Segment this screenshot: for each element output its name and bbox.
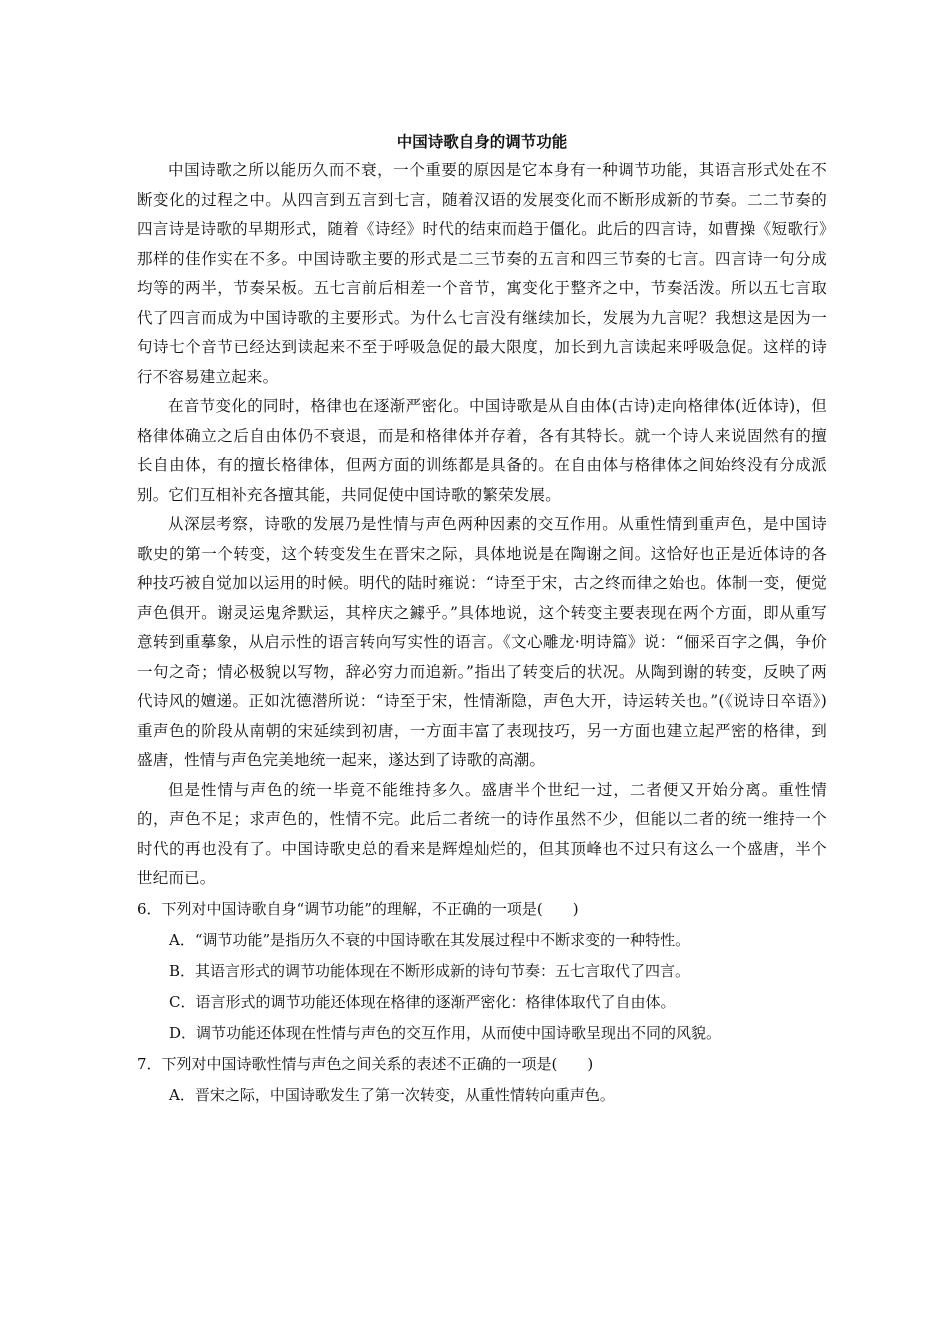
document-title: 中国诗歌自身的调节功能 [396,132,568,151]
paragraph-1: 中国诗歌之所以能历久而不衰，一个重要的原因是它本身有一种调节功能，其语言形式处在不断变化的过程之中。从四言到五言到七言，随着汉语的发展变化而不断形成新的节奏。二二节奏的四言诗是诗歌的早期形式，随着《诗经》时代的结束而趋于僵化。此后的四言诗，如曹操《短歌行》那样的佳作实在不多。中国诗歌主要的形式是二三节奏的五言和四三节奏的七言。四言诗一句分成均等的两半，节奏呆板。五七言前后相差一个音节，寓变化于整齐之中，节奏活泼。所以五七言取代了四言而成为中国诗歌的主要形式。为什么七言没有继续加长，发展为九言呢？我想这是因为一句诗七个音节已经达到读起来不至于呼吸急促的最大限度，加长到九言读起来呼吸急促。这样的诗行不容易建立起来。 [137,161,827,386]
option-b: B．其语言形式的调节功能体现在不断形成新的诗句节奏：五七言取代了四言。 [169,961,691,980]
question-7 [137,1049,827,1111]
paragraph-2: 在音节变化的同时，格律也在逐渐严密化。中国诗歌是从自由体(古诗)走向格律体(近体诗)，但格律体确立之后自由体仍不衰退，而是和格律体并存着，各有其特长。就一个诗人来说固然有的擅长自由体，有的擅长格律体，但两方面的训练都是具备的。在自由体与格律体之间始终没有分成派别。它们互相补充各擅其能，共同促使中国诗歌的繁荣发展。 [137,397,827,504]
paragraph-4: 但是性情与声色的统一毕竟不能维持多久。盛唐半个世纪一过，二者便又开始分离。重性情的，声色不足；求声色的，性情不完。此后二者统一的诗作虽然不少，但能以二者的统一维持一个时代的再也没有了。中国诗歌史总的看来是辉煌灿烂的，但其顶峰也不过只有这么一个盛唐，半个世纪而已。 [137,780,827,887]
question-stem: 6．下列对中国诗歌自身“调节功能”的理解，不正确的一项是( ) [137,899,579,918]
question-stem: 7．下列对中国诗歌性情与声色之间关系的表述不正确的一项是( ) [137,1054,594,1073]
option-a: A．“调节功能”是指历久不衰的中国诗歌在其发展过程中不断求变的一种特性。 [169,930,691,949]
paragraph-3: 从深层考察，诗歌的发展乃是性情与声色两种因素的交互作用。从重性情到重声色，是中国诗歌史的第一个转变，这个转变发生在晋宋之际，具体地说是在陶谢之间。这恰好也正是近体诗的各种技巧被自觉加以运用的时候。明代的陆时雍说：“诗至于宋，古之终而律之始也。体制一变，便觉声色俱开。谢灵运鬼斧默运，其梓庆之鐻乎。”具体地说，这个转变主要表现在两个方面，即从重写意转到重摹象，从启示性的语言转向写实性的语言。《文心雕龙·明诗篇》说：“俪采百字之偶，争价一句之奇；情必极貌以写物，辞必穷力而追新。”指出了转变后的状况。从陶到谢的转变，反映了两代诗风的嬗递。正如沈德潜所说：“诗至于宋，性情渐隐，声色大开，诗运转关也。”(《说诗日卒语》)重声色的阶段从南朝的宋延续到初唐，一方面丰富了表现技巧，另一方面也建立起严密的格律，到盛唐，性情与声色完美地统一起来，遂达到了诗歌的高潮。 [137,515,827,769]
option-c: C．语言形式的调节功能还体现在格律的逐渐严密化：格律体取代了自由体。 [169,992,676,1011]
option-d: D．调节功能还体现在性情与声色的交互作用，从而使中国诗歌呈现出不同的风貌。 [169,1023,722,1042]
question-6 [137,894,827,1049]
option-a: A．晋宋之际，中国诗歌发生了第一次转变，从重性情转向重声色。 [169,1085,615,1104]
document-page [137,128,827,1111]
